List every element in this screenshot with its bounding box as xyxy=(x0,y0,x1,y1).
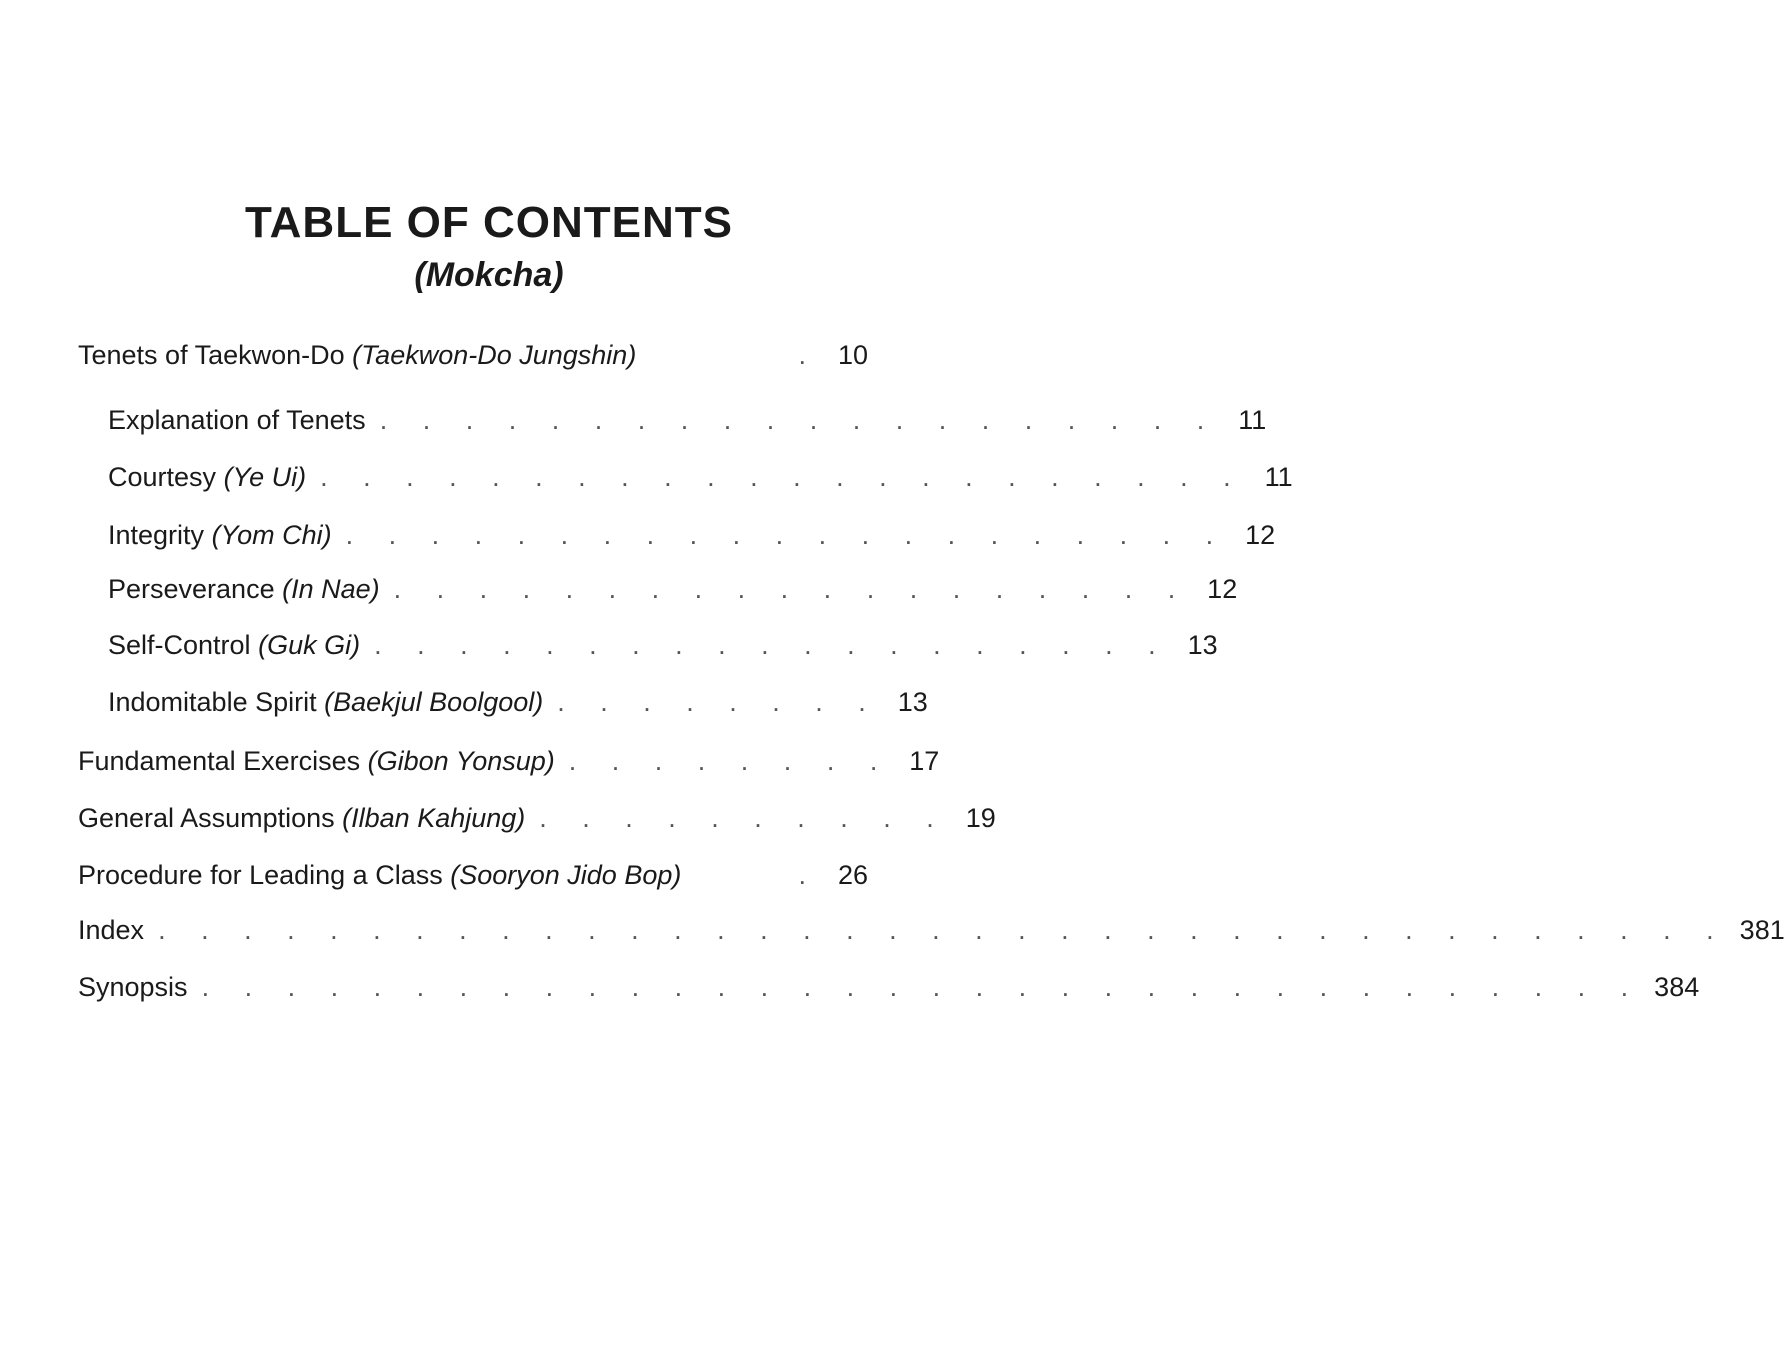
toc-entry-title: Perseverance (In Nae) xyxy=(108,574,380,604)
toc-entry-title: Courtesy (Ye Ui) xyxy=(108,462,307,492)
page-subtitle: (Mokcha) xyxy=(414,256,564,294)
toc-entry-tenets xyxy=(78,340,868,380)
dot-leader: . . . . . . . . . . . . . . . . . . . . . xyxy=(345,520,1228,550)
dot-leader: . . . . . . . . . . xyxy=(539,803,948,833)
toc-entry-procedure-for-leading-a-class xyxy=(78,860,868,900)
toc-page-number: 19 xyxy=(965,803,996,833)
toc-entry-title: Explanation of Tenets xyxy=(108,405,366,435)
dot-leader: . . . . . . . . . . . . . . . . . . . . . . . . . . . . . . . . . . . . . xyxy=(158,915,1728,945)
toc-entry-index xyxy=(78,915,1785,955)
toc-entry-courtesy xyxy=(78,462,1293,502)
toc-page-number: 12 xyxy=(1245,520,1276,550)
toc-page-number: 11 xyxy=(1238,405,1267,435)
dot-leader: . . . . . . . . . . . . . . . . . . . xyxy=(393,574,1190,604)
toc-entry-fundamental-exercises xyxy=(78,746,940,786)
toc-entry-synopsis xyxy=(78,972,1700,1012)
page-title: TABLE OF CONTENTS xyxy=(245,198,733,247)
dot-leader: . . . . . . . . . . . . . . . . . . . . . . xyxy=(320,462,1245,492)
toc-entry-title: Synopsis xyxy=(78,972,188,1002)
toc-entry-title: Index xyxy=(78,915,145,945)
toc-page-number: 17 xyxy=(909,746,940,776)
toc-entry-general-assumptions xyxy=(78,803,996,843)
dot-leader: . . . . . . . . . . . . . . . . . . . xyxy=(374,630,1170,660)
toc-entry-integrity xyxy=(78,520,1276,560)
toc-entry-title: General Assumptions (Ilban Kahjung) xyxy=(78,803,526,833)
dot-leader: . . . . . . . . . . . . . . . . . . . . . . . . . . . . . . . . . . xyxy=(201,972,1643,1002)
toc-page-number: 13 xyxy=(897,687,928,717)
dot-leader: . . . . . . . . . . . . . . . . . . . . xyxy=(379,405,1219,435)
toc-entry-explanation-of-tenets xyxy=(78,405,1267,445)
toc-page-number: 12 xyxy=(1207,574,1238,604)
toc-page-number: 26 xyxy=(837,860,868,890)
dot-leader: . . . . . . . . xyxy=(568,746,892,776)
toc-entry-title: Procedure for Leading a Class (Sooryon Jido Bop) xyxy=(78,860,682,890)
toc-page-number: 11 xyxy=(1264,462,1293,492)
dot-leader: . xyxy=(798,340,820,370)
toc-entry-perseverance xyxy=(78,574,1238,614)
toc-entry-title: Indomitable Spirit (Baekjul Boolgool) xyxy=(108,687,544,717)
dot-leader: . . . . . . . . xyxy=(557,687,880,717)
toc-entry-title: Integrity (Yom Chi) xyxy=(108,520,332,550)
toc-entry-title: Fundamental Exercises (Gibon Yonsup) xyxy=(78,746,555,776)
toc-entry-indomitable-spirit xyxy=(78,687,928,727)
toc-entry-title: Tenets of Taekwon-Do (Taekwon-Do Jungshin) xyxy=(78,340,637,370)
toc-page-number: 10 xyxy=(837,340,868,370)
toc-page-number: 384 xyxy=(1654,972,1700,1002)
toc-entry-title: Self-Control (Guk Gi) xyxy=(108,630,361,660)
toc-entry-self-control xyxy=(78,630,1218,670)
dot-leader: . xyxy=(798,860,820,890)
toc-page-number: 381 xyxy=(1739,915,1785,945)
toc-page-number: 13 xyxy=(1187,630,1218,660)
